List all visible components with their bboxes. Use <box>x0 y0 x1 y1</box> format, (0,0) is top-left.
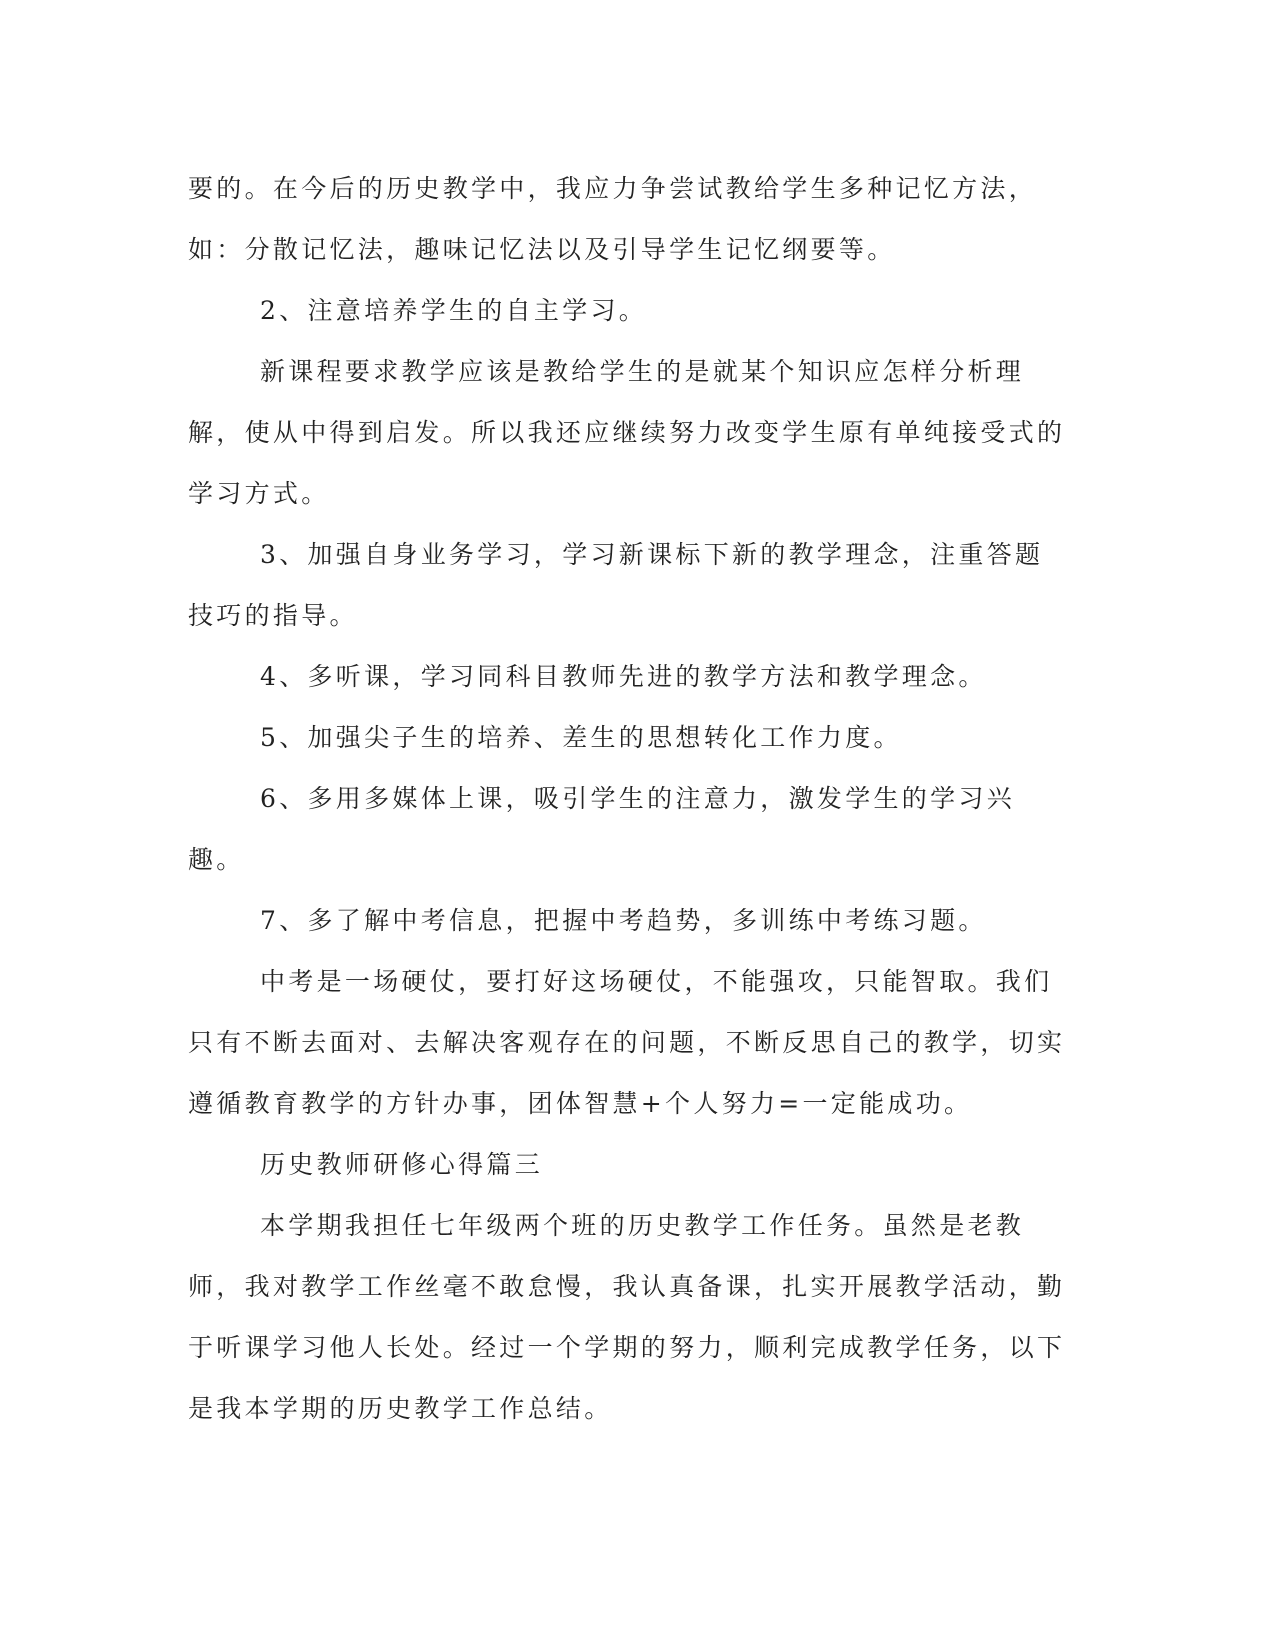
paragraph-point-7: 7、多了解中考信息，把握中考趋势，多训练中考练习题。 <box>260 906 987 935</box>
paragraph-new-curriculum: 新课程要求教学应该是教给学生的是就某个知识应怎样分析理解，使从中得到启发。所以我还应继续努力改变学生原有单纯接受式的学习方式。 <box>188 357 1066 508</box>
paragraph-point-5: 5、加强尖子生的培养、差生的思想转化工作力度。 <box>260 723 902 752</box>
paragraph-point-2: 2、注意培养学生的自主学习。 <box>260 296 648 325</box>
paragraph-semester-summary: 本学期我担任七年级两个班的历史教学工作任务。虽然是老教师，我对教学工作丝毫不敢怠慢，我认真备课，扎实开展教学活动，勤于听课学习他人长处。经过一个学期的努力，顺利完成教学任务，以下是我本学期的历史教学工作总结。 <box>188 1211 1066 1423</box>
paragraph-exam-conclusion: 中考是一场硬仗，要打好这场硬仗，不能强攻，只能智取。我们只有不断去面对、去解决客观存在的问题，不断反思自己的教学，切实遵循教育教学的方针办事，团体智慧+个人努力=一定能成功。 <box>188 967 1066 1118</box>
paragraph-point-3: 3、加强自身业务学习，学习新课标下新的教学理念，注重答题技巧的指导。 <box>188 540 1044 630</box>
paragraph-point-4: 4、多听课，学习同科目教师先进的教学方法和教学理念。 <box>260 662 987 691</box>
document-body <box>188 158 1068 1439</box>
section-heading: 历史教师研修心得篇三 <box>260 1150 544 1179</box>
paragraph-memory-methods: 要的。在今后的历史教学中，我应力争尝试教给学生多种记忆方法，如：分散记忆法，趣味记忆法以及引导学生记忆纲要等。 <box>188 174 1038 264</box>
paragraph-point-6: 6、多用多媒体上课，吸引学生的注意力，激发学生的学习兴趣。 <box>188 784 1016 874</box>
